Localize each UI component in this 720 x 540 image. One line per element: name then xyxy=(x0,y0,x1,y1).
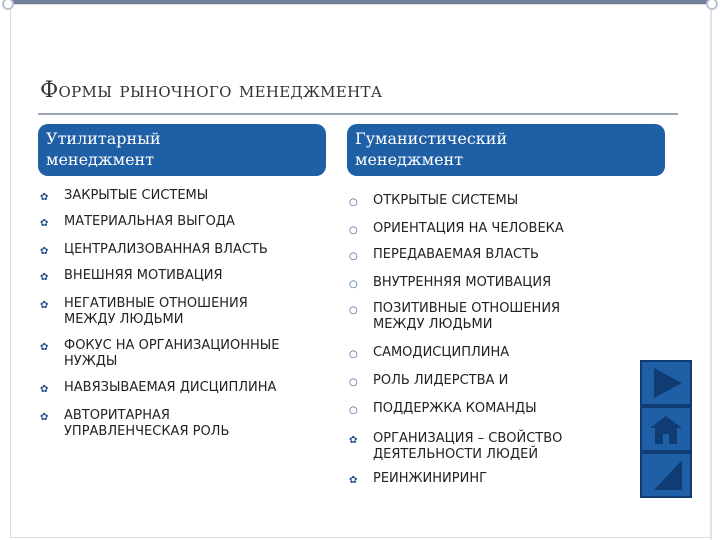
left-item-text: ЗАКРЫТЫЕ СИСТЕМЫ xyxy=(64,188,209,203)
bullet-icon: ✿ xyxy=(349,475,358,486)
right-item-text: ПОЗИТИВНЫЕ ОТНОШЕНИЯ МЕЖДУ ЛЮДЬМИ xyxy=(373,301,561,332)
previous-slide-button[interactable] xyxy=(640,452,692,498)
right-item-text: ОРГАНИЗАЦИЯ – СВОЙСТВО ДЕЯТЕЛЬНОСТИ ЛЮДЕЙ xyxy=(373,431,563,462)
bullet-icon: ○ xyxy=(349,305,358,316)
left-header-line-1: Утилитарный xyxy=(46,129,161,148)
bullet-icon: ○ xyxy=(349,405,358,416)
right-item-text: ВНУТРЕННЯЯ МОТИВАЦИЯ xyxy=(373,275,552,290)
bullet-icon: ✿ xyxy=(40,384,49,395)
right-header-line-1: Гуманистический xyxy=(355,129,508,148)
right-edge-line xyxy=(710,0,712,540)
left-column-header xyxy=(38,124,326,176)
left-item-text: ВНЕШНЯЯ МОТИВАЦИЯ xyxy=(64,268,223,283)
bullet-icon: ✿ xyxy=(40,412,49,423)
bullet-icon: ✿ xyxy=(40,342,49,353)
play-triangle-icon xyxy=(642,362,690,404)
left-bullet-list xyxy=(40,188,330,448)
right-bullet-list xyxy=(349,193,639,493)
bullet-icon: ✿ xyxy=(40,272,49,283)
home-button[interactable] xyxy=(640,406,692,452)
bullet-icon: ✿ xyxy=(40,246,49,257)
right-column-header xyxy=(347,124,665,176)
right-item-text: ПЕРЕДАВАЕМАЯ ВЛАСТЬ xyxy=(373,247,539,262)
bullet-icon: ○ xyxy=(349,251,358,262)
bullet-icon: ✿ xyxy=(40,218,49,229)
bullet-icon: ○ xyxy=(349,197,358,208)
right-header-line-2: менеджмент xyxy=(355,150,464,169)
left-item-text: ФОКУС НА ОРГАНИЗАЦИОННЫЕ НУЖДЫ xyxy=(64,338,280,369)
title-divider xyxy=(38,113,678,115)
bullet-icon: ✿ xyxy=(40,192,49,203)
next-slide-button[interactable] xyxy=(640,360,692,406)
bullet-icon: ○ xyxy=(349,349,358,360)
back-triangle-icon xyxy=(642,454,690,496)
right-item-text: ОТКРЫТЫЕ СИСТЕМЫ xyxy=(373,193,519,208)
bullet-icon: ○ xyxy=(349,377,358,388)
bullet-icon: ✿ xyxy=(40,300,49,311)
right-item-text: РЕИНЖИНИРИНГ xyxy=(373,471,488,486)
left-item-text: МАТЕРИАЛЬНАЯ ВЫГОДА xyxy=(64,214,235,229)
bullet-icon: ○ xyxy=(349,279,358,290)
left-header-line-2: менеджмент xyxy=(46,150,155,169)
left-item-text: НАВЯЗЫВАЕМАЯ ДИСЦИПЛИНА xyxy=(64,380,277,395)
bullet-icon: ✿ xyxy=(349,435,358,446)
left-item-text: АВТОРИТАРНАЯ УПРАВЛЕНЧЕСКАЯ РОЛЬ xyxy=(64,408,230,439)
left-item-text: НЕГАТИВНЫЕ ОТНОШЕНИЯ МЕЖДУ ЛЮДЬМИ xyxy=(64,296,248,327)
corner-dot xyxy=(706,0,718,10)
left-item-text: ЦЕНТРАЛИЗОВАННАЯ ВЛАСТЬ xyxy=(64,242,268,257)
top-border xyxy=(10,0,710,4)
bullet-icon: ○ xyxy=(349,225,358,236)
right-item-text: ПОДДЕРЖКА КОМАНДЫ xyxy=(373,401,537,416)
home-icon xyxy=(642,408,690,450)
right-item-text: РОЛЬ ЛИДЕРСТВА И xyxy=(373,373,509,388)
slide-title: Формы рыночного менеджмента xyxy=(40,78,383,103)
right-item-text: ОРИЕНТАЦИЯ НА ЧЕЛОВЕКА xyxy=(373,221,564,236)
right-item-text: САМОДИСЦИПЛИНА xyxy=(373,345,510,360)
